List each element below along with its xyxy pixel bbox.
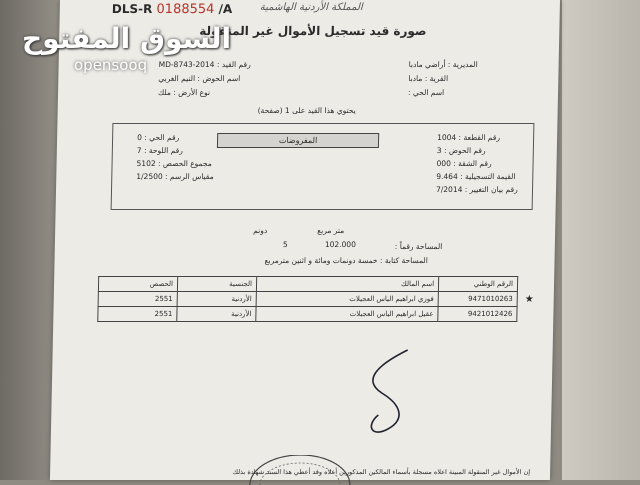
shares: 2551 (98, 292, 177, 307)
owner-name: عقيل ابراهيم الياس العجيلات (256, 307, 438, 322)
sqm-value: 102.000 (324, 240, 356, 249)
apartment-number: رقم الشقة : 000 (436, 159, 492, 168)
table-row (98, 307, 538, 322)
row-marker: ★ (524, 293, 534, 305)
land-type: نوع الأرض : ملك (157, 88, 211, 97)
nationality: الأردنية (177, 292, 256, 307)
basin-name: اسم الحوض : النيم الغربي (158, 74, 241, 83)
plate-number: رقم اللوحة : 7 (136, 146, 183, 155)
kingdom-header: المملكة الأردنية الهاشمية (259, 2, 363, 13)
mortgages-label: المفروضات (217, 133, 379, 148)
shares-total: مجموع الحصص : 5102 (136, 159, 212, 168)
record-contains: يحتوي هذا القيد على 1 (صفحة) (257, 106, 356, 115)
header-nationality: الجنسية (177, 277, 256, 292)
dunum-value: 5 (282, 240, 288, 249)
document-title: صورة قيد تسجيل الأموال غير المنقولة (199, 24, 427, 38)
table-header-row (98, 277, 538, 292)
opensooq-watermark-latin (74, 56, 147, 74)
opensooq-logo-text: opensooq (74, 56, 148, 74)
header-owner-name: اسم المالك (256, 277, 438, 292)
nationality: الأردنية (177, 307, 256, 322)
owner-name: فوزي ابراهيم الياس العجيلات (256, 292, 438, 307)
footer-certification: إن الأموال غير المنقولة المبينة اعلاه مسجلة بأسماء المالكين المذكورين أعلاه وقد أعطي هذا السند شهادة بذلك (232, 468, 531, 476)
handwritten-signature (356, 345, 428, 445)
table-row (98, 292, 538, 307)
village: القرية : مادبا (408, 74, 449, 83)
district-name: اسم الحي : (407, 88, 445, 97)
shares: 2551 (98, 307, 177, 322)
serial-number: DLS-R 0188554 /A (111, 2, 233, 17)
background-right (562, 0, 640, 480)
area-figures-label: المساحة رقماً : (394, 242, 443, 251)
basin-number: رقم الحوض : 3 (436, 146, 486, 155)
national-id: 9421012426 (438, 307, 517, 322)
change-statement: رقم بيان التغيير : 7/2014 (435, 185, 518, 194)
opensooq-watermark-arabic: السوق المفتوح (22, 22, 232, 55)
national-id: 9471010263 (438, 292, 517, 307)
record-number: رقم القيد : 2014-MD-8743 (158, 60, 251, 69)
area-in-words: المساحة كتابة : خمسة دونمات ومائة و اثنين مترمربع (264, 256, 428, 265)
parcel-number: رقم القطعة : 1004 (437, 133, 501, 142)
sqm-label: متر مربع (317, 226, 345, 235)
directorate: المديرية : أراضي مادبا (408, 60, 478, 69)
registered-value: القيمة التسجيلية : 9.464 (436, 172, 516, 181)
district-number: رقم الحي : 0 (137, 133, 180, 142)
map-scale: مقياس الرسم : 1/2500 (136, 172, 214, 181)
dunum-label: دونم (253, 226, 268, 235)
header-shares: الحصص (98, 277, 177, 292)
owners-table (97, 276, 538, 322)
header-national-id: الرقم الوطني (438, 277, 517, 292)
row-marker (517, 307, 538, 322)
